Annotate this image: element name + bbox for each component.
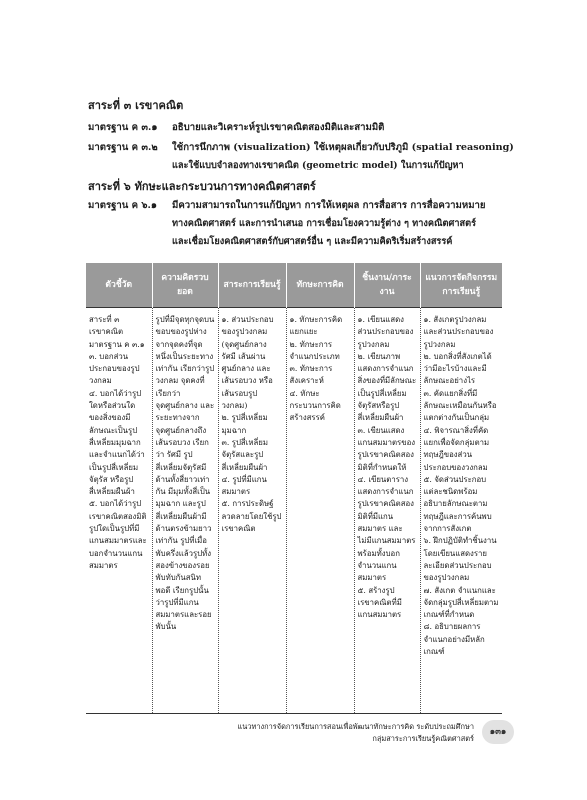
list-item: ๕. บอกได้ว่ารูปเรขาคณิตสองมิติรูปใดเป็นรูปที่มีแกนสมมาตรและบอกจำนวนแกนสมมาตร [89,499,147,570]
list-item: ๑. ส่วนประกอบของรูปวงกลม (จุดศูนย์กลาง รัศมี เส้นผ่านศูนย์กลาง และเส้นรอบวง หรือเส้นรอบรูปวงกลม) [221,315,274,411]
list-item: ๑. ทักษะการคิดแยกแยะ [289,315,343,337]
list-item: ๑. เขียนแสดงส่วนประกอบของรูปวงกลม [357,315,414,349]
list-item: ๕. จัดส่วนประกอบแต่ละชนิดพร้อมอธิบายลักษณะตามทฤษฎีและการค้นพบจากการสังเกต [423,474,492,534]
cell-concept [152,308,218,714]
list-item: ๔. พิจารณาสิ่งที่คัดแยกเพื่อจัดกลุ่มตามทฤษฎีของส่วนประกอบของวงกลม [423,425,490,472]
standard-3-1 [88,121,384,135]
standard-code: มาตรฐาน ค ๖.๑ [88,200,157,211]
list-item: ๔. รูปที่มีแกนสมมาตร [221,474,267,497]
standard-text: ใช้การนึกภาพ (visualization) ใช้เหตุผลเกี่ยวกับปริภูมิ (spatial reasoning) [172,142,514,153]
header-concept: ความคิดรวบยอด [152,263,218,308]
page-number: ๑๓๑ [482,720,514,744]
standard-6-1 [88,199,486,213]
cell-indicators [86,308,152,714]
list-item: ๓. ทักษะการสังเคราะห์ [289,364,333,386]
list-item: ๓. คัดแยกสิ่งที่มีลักษณะเหมือนกันหรือแตกต่างกันเป็นกลุ่ม [423,388,497,423]
cell-content [218,308,286,714]
list-item: ๕. สร้างรูปเรขาคณิตที่มีแกนสมมาตร [357,585,402,620]
header-task: ชิ้นงาน/ภาระงาน [354,263,420,308]
standard-3-2 [88,141,514,155]
learning-table [86,263,502,714]
standard-6-1-line3: และเชื่อมโยงคณิตศาสตร์กับศาสตร์อื่น ๆ และมีความคิดริเริ่มสร้างสรรค์ [172,236,453,247]
cell-thinking-skills [286,308,354,714]
list-item: ๓. บอกส่วนประกอบของรูปวงกลม [89,351,140,386]
standard-text: อธิบายและวิเคราะห์รูปเรขาคณิตสองมิติและสามมิติ [172,122,385,133]
standard-text: มีความสามารถในการแก้ปัญหา การให้เหตุผล การสื่อสาร การสื่อความหมาย [172,200,486,211]
list-item: ๒. รูปสี่เหลี่ยมมุมฉาก [221,413,268,435]
header-indicator: ตัวชี้วัด [86,263,152,308]
table-header-row [86,263,502,308]
standard-3-2-line2: และใช้แบบจำลองทางเรขาคณิต (geometric model) ในการแก้ปัญหา [172,160,464,171]
list-item: ๖. ฝึกปฏิบัติทำชิ้นงานโดยเขียนแสดงรายละเอียดส่วนประกอบของรูปวงกลม [423,536,497,583]
strand3-heading: สาระที่ ๓ เรขาคณิต [88,99,184,112]
header-content: สาระการเรียนรู้ [218,263,286,308]
list-item: ๒. บอกสิ่งที่สังเกตได้ว่ามีอะไรบ้างและมีลักษณะอย่างไร [423,351,492,386]
list-item: ๓. เขียนแสดงแกนสมมาตรของรูปเรขาคณิตสองมิติที่กำหนดให้ [357,425,416,472]
list-item: สาระที่ ๓ เรขาคณิต [89,315,124,337]
list-item: ๒. เขียนภาพแสดงการจำแนกสิ่งของที่มีลักษณะเป็นรูปสี่เหลี่ยมจัตุรัสหรือรูปสี่เหลี่ยมผืนผ้า [357,351,417,423]
cell-activities [420,308,502,714]
standard-6-1-line2: ทางคณิตศาสตร์ และการนำเสนอ การเชื่อมโยงความรู้ต่าง ๆ ทางคณิตศาสตร์ [172,218,477,229]
footer-title: แนวทางการจัดการเรียนการสอนเพื่อพัฒนาทักษะการคิด ระดับประถมศึกษา [237,722,474,731]
list-item: ๔. เขียนตารางแสดงการจำแนกรูปเรขาคณิตสองมิติที่มีแกนสมมาตร และไม่มีแกนสมมาตร พร้อมทั้งบอกจำนวนแกนสมมาตร [357,474,416,583]
list-item: ๔. ทักษะกระบวนการคิดสร้างสรรค์ [289,388,341,423]
list-item: ๓. รูปสี่เหลี่ยมจัตุรัสและรูปสี่เหลี่ยมผืนผ้า [221,437,268,472]
list-item: ๕. การประดิษฐ์ลวดลายโดยใช้รูปเรขาคณิต [221,499,282,534]
concept-text: รูปที่มีจุดทุกจุดบนขอบของรูปห่างจากจุดคงที่จุดหนึ่งเป็นระยะทางเท่ากัน เรียกว่ารูปวงกลม จุดคงที่เรียกว่าจุดศูนย์กลาง และระยะทางจากจุดศูนย์กลางถึงเส้นรอบวง เรียกว่า รัศมี รูปสี่เหลี่ยมจัตุรัสมีด้านทั้งสี่ยาวเท่ากัน มีมุมทั้งสี่เป็นมุมฉาก และรูปสี่เหลี่ยมผืนผ้ามีด้านตรงข้ามยาวเท่ากัน รูปที่เมื่อพับครึ่งแล้วรูปทั้งสองข้างของรอยพับทับกันสนิทพอดี เรียกรูปนั้นว่ารูปที่มีแกนสมมาตรและรอยพับนั้น [155,315,215,632]
strand6-heading: สาระที่ ๖ ทักษะและกระบวนการทางคณิตศาสตร์ [88,180,316,193]
list-item: มาตรฐาน ค ๓.๑ [89,339,145,349]
header-activity: แนวการจัดกิจกรรมการเรียนรู้ [420,263,502,308]
list-item: ๒. ทักษะการจำแนกประเภท [289,339,340,361]
list-item: ๗. สังเกต จำแนกและจัดกลุ่มรูปสี่เหลี่ยมตามเกณฑ์ที่กำหนด [423,585,499,620]
cell-tasks [354,308,420,714]
standard-code: มาตรฐาน ค ๓.๒ [88,142,158,153]
list-item: ๘. อธิบายผลการจำแนกอย่างมีหลักเกณฑ์ [423,622,485,657]
list-item: ๔. บอกได้ว่ารูปใดหรือส่วนใดของสิ่งของมีลักษณะเป็นรูปสี่เหลี่ยมมุมฉาก และจำแนกได้ว่าเป็นรูปสี่เหลี่ยมจัตุรัส หรือรูปสี่เหลี่ยมผืนผ้า [89,388,145,497]
table-row [86,308,502,714]
footer-subject: กลุ่มสาระการเรียนรู้คณิตศาสตร์ [372,734,474,743]
header-thinking-skill: ทักษะการคิด [286,263,354,308]
standard-code: มาตรฐาน ค ๓.๑ [88,122,158,133]
list-item: ๑. สังเกตรูปวงกลมและส่วนประกอบของรูปวงกลม [423,315,494,349]
